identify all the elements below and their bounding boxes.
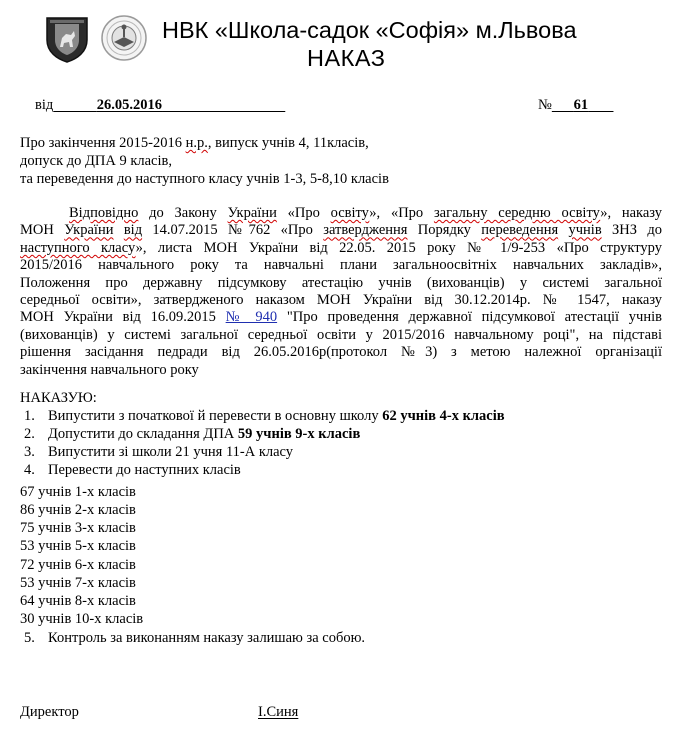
preamble-line: МОН України від 16.09.2015 № 940 "Про проведення державної підсумкової атестації учнів (20, 309, 662, 326)
date-line (35, 97, 285, 114)
class-count: 86 учнів 2-х класів (20, 502, 136, 518)
date-prefix: від (35, 97, 54, 113)
preamble-line: (вихованців) у системі загальної середньої освіти у 2015/2016 навчальному році", на підставі (20, 326, 662, 343)
subject-line-2: допуск до ДПА 9 класів, (20, 153, 172, 169)
order-items (0, 408, 682, 480)
number-line (538, 97, 613, 114)
list-item: 5. Контроль за виконанням наказу залишаю за собою. (24, 630, 366, 646)
class-count: 64 учнів 8-х класів (20, 593, 136, 609)
list-item: 4. Перевести до наступних класів (24, 462, 241, 478)
class-count: 53 учнів 5-х класів (20, 538, 136, 554)
order-date: 26.05.2016 (96, 97, 163, 113)
number-prefix: № (538, 97, 552, 113)
document-type-title: НАКАЗ (307, 45, 386, 71)
signature-name: І.Синя (258, 704, 299, 720)
order-label: НАКАЗУЮ: (20, 390, 97, 406)
preamble-line: 2015/2016 навчального року та навчальні плани загальноосвітніх навчальних закладів», (20, 257, 662, 274)
preamble (20, 205, 662, 379)
class-list (0, 484, 682, 630)
class-count: 75 учнів 3-х класів (20, 520, 136, 536)
subject-line-3: та переведення до наступного класу учнів 1-3, 5-8,10 класів (20, 171, 389, 187)
class-count: 72 учнів 6-х класів (20, 557, 136, 573)
signature-title: Директор (20, 704, 79, 720)
order-number: 61 (573, 97, 589, 113)
institution-name: НВК «Школа-садок «Софія» м.Львова (162, 17, 577, 43)
list-item: 3. Випустити зі школи 21 учня 11-А класу (24, 444, 294, 460)
subject-line-1: Про закінчення 2015-2016 н.р., випуск учнів 4, 11класів, (20, 135, 369, 151)
preamble-line: закінчення навчального року (20, 361, 199, 378)
list-item: 1. Випустити з початкової й перевести в основну школу 62 учнів 4-х класів (24, 408, 505, 424)
list-item: 2. Допустити до складання ДПА 59 учнів 9-х класів (24, 426, 361, 442)
class-count: 53 учнів 7-х класів (20, 575, 136, 591)
preamble-line: наступного класу», листа МОН України від 22.05. 2015 року № 1/9-253 «Про структуру (20, 239, 662, 256)
class-count: 30 учнів 10-х класів (20, 611, 144, 627)
lviv-coat-of-arms-icon (44, 14, 90, 64)
preamble-line: Положення про державну підсумкову атестацію учнів (вихованців) у системі загальної (20, 274, 662, 291)
preamble-line: МОН України від 14.07.2015 №762 «Про затвердження Порядку переведення учнів ЗНЗ до (20, 222, 662, 239)
preamble-line: Відповідно до Закону України «Про освіту», «Про загальну середню освіту», наказу (69, 205, 662, 221)
preamble-line: середньої освіти», затвердженого наказом МОН України від 30.12.2014р. № 1547, наказу (20, 292, 662, 309)
order-940-link[interactable]: № 940 (225, 309, 278, 326)
school-emblem-icon (100, 14, 148, 62)
class-count: 67 учнів 1-х класів (20, 484, 136, 500)
preamble-line: рішення засідання педради від 26.05.2016р(протокол №3) з метою належної організації (20, 344, 662, 361)
